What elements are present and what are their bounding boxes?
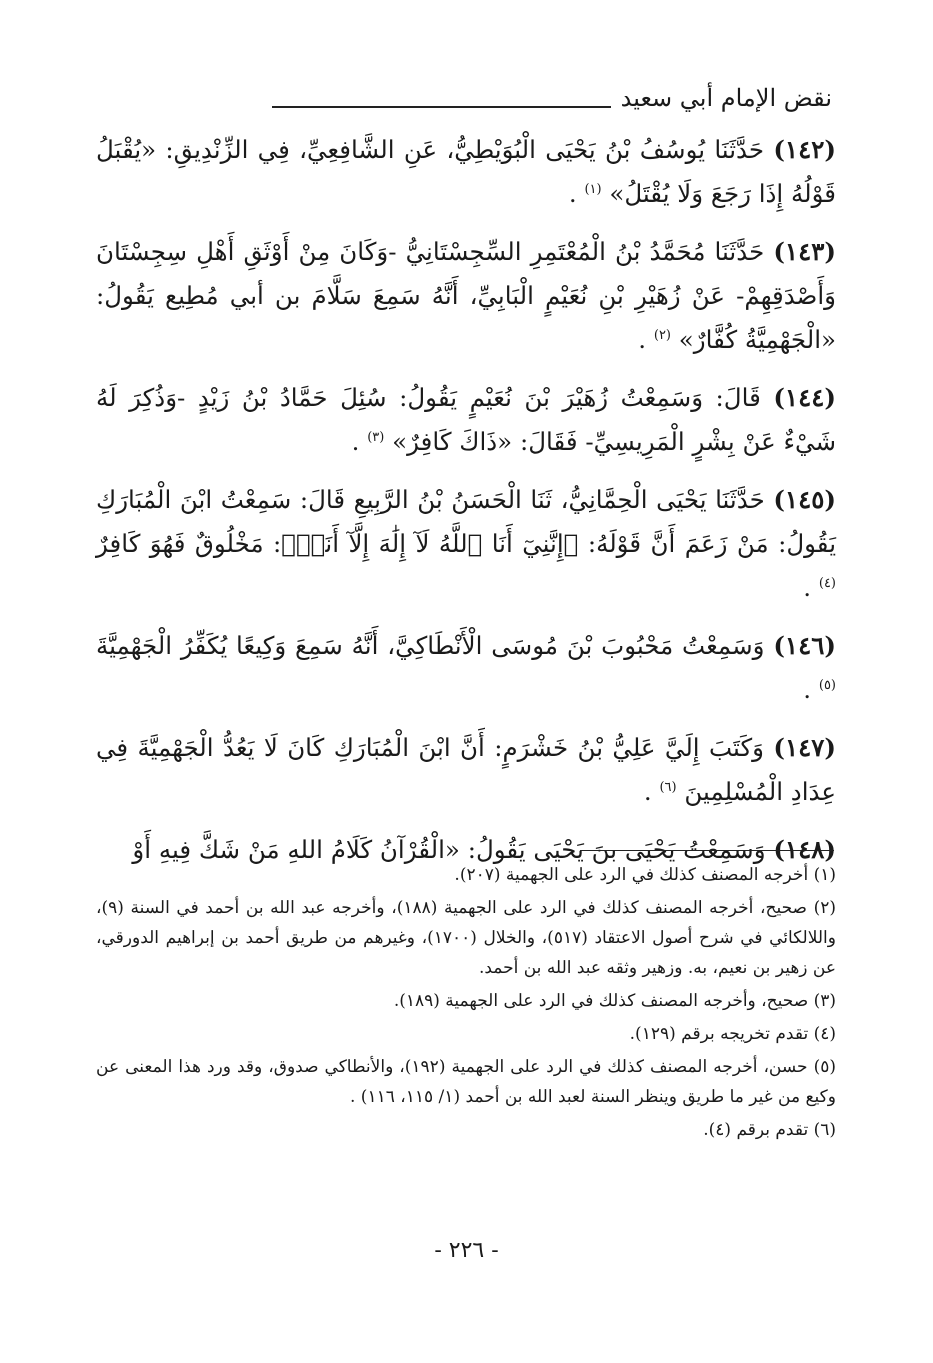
main-text: [96, 128, 836, 886]
footnote-divider: [580, 850, 834, 851]
footnote-ref: (٤): [818, 575, 836, 591]
paragraph-text: وَسَمِعْتُ مَحْبُوبَ بْنَ مُوسَى الْأَنْطَاكِيَّ، أَنَّهُ سَمِعَ وَكِيعًا يُكَفِّرُ الْجَهْمِيَّةَ: [96, 631, 765, 660]
footnote-3: (٣) صحيح، وأخرجه المصنف كذلك في الرد على الجهمية (١٨٩).: [393, 991, 836, 1011]
paragraph-145: [96, 478, 836, 610]
paragraph-end: .: [351, 427, 360, 456]
quran-verse: ﴿إِنَّنِيٓ أَنَا ٱللَّهُ لَآ إِلَٰهَ إِلَّآ أَنَا۠﴾: [281, 529, 579, 558]
running-header: [272, 82, 832, 112]
paragraph-142: [96, 128, 836, 216]
paragraph-end: .: [568, 179, 577, 208]
paragraph-143: [96, 230, 836, 362]
footnote-2: (٢) صحيح، أخرجه المصنف كذلك في الرد على الجهمية (١٨٨)، وأخرجه عبد الله بن أحمد في السنة (٩)، واللالكائي في شرح أصول الاعتقاد (٥١٧)، والخلال (١٧٠٠)، وغيرهم من طريق أحمد بن إبراهيم الدورقي، عن زهير بن نعيم، به. وزهير وثقه عبد الله بن أحمد.: [96, 898, 836, 978]
paragraph-text: حَدَّثَنَا مُحَمَّدُ بْنُ الْمُعْتَمِرِ السِّجِسْتَانِيُّ -وَكَانَ مِنْ أَوْثَقِ أَهْلِ سِجِسْتَانَ وَأَصْدَقِهِمْ- عَنْ زُهَيْرِ بْنِ نُعَيْمٍ الْبَابِيِّ، أَنَّهُ سَمِعَ سَلَّامَ بن أبي مُطِيع يَقُولُ: «الْجَهْمِيَّةُ كُفَّارٌ»: [96, 237, 836, 354]
footnote-4: (٤) تقدم تخريجه برقم (١٢٩).: [629, 1024, 836, 1044]
paragraph-number: (١٤٢): [773, 135, 836, 164]
paragraph-number: (١٤٦): [773, 631, 836, 660]
paragraph-end: .: [638, 325, 647, 354]
header-title: نقض الإمام أبي سعيد: [620, 84, 832, 112]
paragraph-number: (١٤٧): [773, 733, 837, 762]
paragraph-text: وَكَتَبَ إِلَيَّ عَلِيُّ بْنُ خَشْرَمٍ: أَنَّ ابْنَ الْمُبَارَكِ كَانَ لَا يَعُدُّ الْجَهْمِيَّةَ فِي عِدَادِ الْمُسْلِمِينَ: [96, 733, 836, 806]
paragraph-end: .: [643, 777, 652, 806]
footnote-6: (٦) تقدم برقم (٤).: [703, 1120, 836, 1140]
paragraph-147: [96, 726, 836, 814]
footnote-ref: (٥): [818, 677, 836, 693]
paragraph-text: حَدَّثَنَا يَحْيَى الْحِمَّانِيُّ، ثَنَا الْحَسَنُ بْنُ الرَّبِيعِ قَالَ: سَمِعْتُ ابْنَ الْمُبَارَكِ يَقُولُ: مَنْ زَعَمَ أَنَّ قَوْلَهُ:: [96, 485, 837, 558]
footnote-ref: (٢): [653, 327, 671, 343]
paragraph-number: (١٤٥): [773, 485, 836, 514]
page-number: - ٢٢٦ -: [434, 1238, 499, 1263]
footnote-1: (١) أخرجه المصنف كذلك في الرد على الجهمية (٢٠٧).: [454, 865, 836, 885]
footnotes: [96, 860, 836, 1148]
footnote-5: (٥) حسن، أخرجه المصنف كذلك في الرد على الجهمية (١٩٢)، والأنطاكي صدوق، وقد ورد هذا المعنى عن وكيع من غير ما طريق وينظر السنة لعبد الله بن أحمد (١/ ١١٥، ١١٦) .: [96, 1057, 836, 1107]
footnote-ref: (٦): [659, 779, 677, 795]
paragraph-text-continued: : مَخْلُوقٌ فَهُوَ كَافِرٌ: [96, 529, 282, 558]
paragraph-text: وَسَمِعْتُ يَحْيَى بنَ يَحْيَى يَقُولُ: «الْقُرْآنُ كَلَامُ اللهِ مَنْ شَكَّ فِيهِ أَوْ: [132, 835, 766, 864]
paragraph-text: قَالَ: وَسَمِعْتُ زُهَيْرَ بْنَ نُعَيْمٍ يَقُولُ: سُئِلَ حَمَّادُ بْنُ زَيْدٍ -وَذُكِرَ لَهُ شَيْءٌ عَنْ بِشْرٍ الْمَرِيسِيِّ- فَقَالَ: «ذَاكَ كَافِرٌ»: [96, 383, 836, 456]
paragraph-end: .: [803, 573, 812, 602]
header-rule: [272, 106, 611, 108]
paragraph-number: (١٤٨): [773, 835, 836, 864]
paragraph-end: .: [803, 675, 812, 704]
paragraph-144: [96, 376, 836, 464]
paragraph-number: (١٤٤): [773, 383, 836, 412]
paragraph-text: حَدَّثَنَا يُوسُفُ بْنُ يَحْيَى الْبُوَيْطِيُّ، عَنِ الشَّافِعِيِّ، فِي الزِّنْدِيقِ: «يُقْبَلُ قَوْلُهُ إِذَا رَجَعَ وَلَا يُقْتَلُ»: [96, 135, 836, 208]
footnote-ref: (١): [584, 181, 602, 197]
paragraph-146: [96, 624, 836, 712]
footnote-ref: (٣): [367, 429, 385, 445]
paragraph-number: (١٤٣): [773, 237, 836, 266]
